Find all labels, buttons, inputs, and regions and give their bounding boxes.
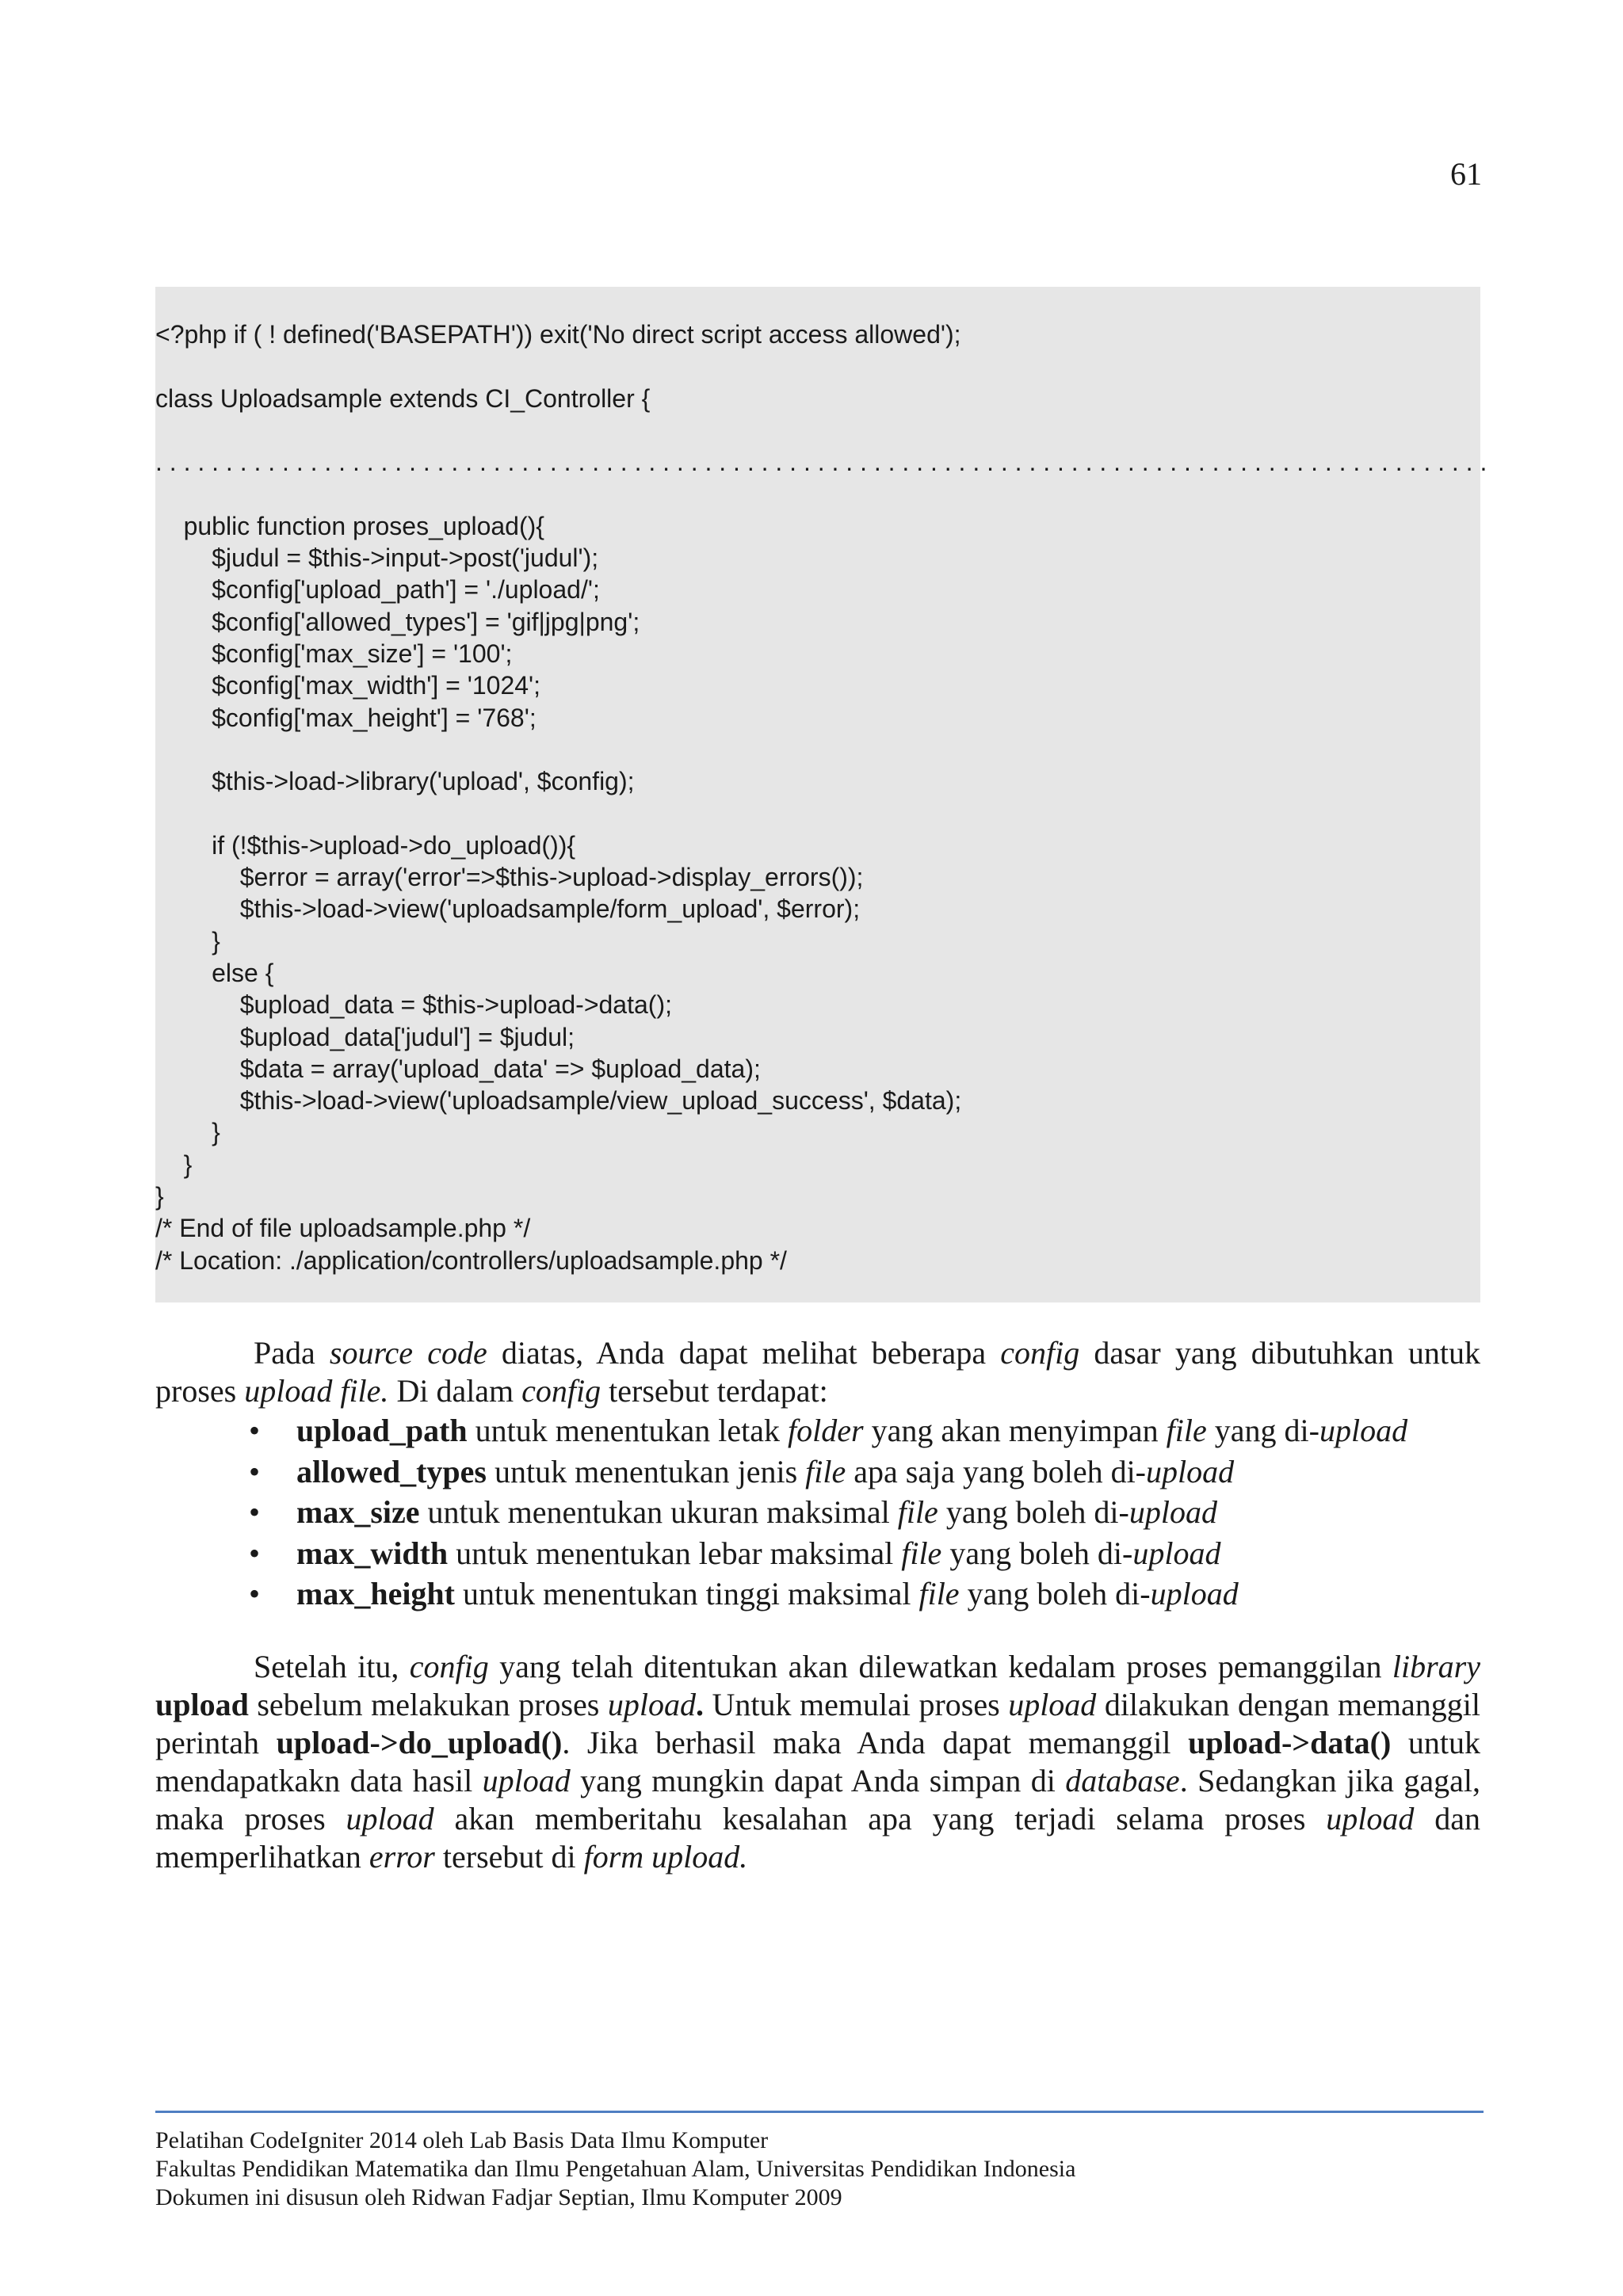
code-line: . . . . . . . . . . . . . . . . . . . . . . . . . . . . . . . . . . . . . . . . . . . . . . . . . . . . . . . . . . . . . . . . . . . . . . . . . . . . . . . . . . . . . . . . . . . . . . . [155,448,1487,477]
list-item: • max_width untuk menentukan lebar maksimal file yang boleh di-upload [155,1533,1480,1574]
code-line [155,478,1487,509]
config-list [155,1410,1480,1615]
code-line: $config['max_height'] = '768'; [155,703,537,732]
footer-line: Pelatihan CodeIgniter 2014 oleh Lab Basis Data Ilmu Komputer [155,2127,769,2153]
code-line: $this->load->view('uploadsample/view_upload_success', $data); [155,1086,962,1116]
code-block [155,287,1487,1302]
code-line: $error = array('error'=>$this->upload->display_errors()); [155,863,864,892]
code-line: $this->load->library('upload', $config); [155,767,635,796]
list-item: • max_size untuk menentukan ukuran maksimal file yang boleh di-upload [155,1492,1480,1533]
code-line [155,414,1487,446]
code-line: $config['upload_path'] = './upload/'; [155,575,600,605]
code-line: } [155,1150,193,1179]
list-item: • max_height untuk menentukan tinggi maksimal file yang boleh di-upload [155,1573,1480,1615]
code-line: <?php if ( ! defined('BASEPATH')) exit('No direct script access allowed'); [155,320,961,349]
footer-line: Dokumen ini disusun oleh Ridwan Fadjar Septian, Ilmu Komputer 2009 [155,2184,842,2210]
code-line [155,797,1487,829]
code-line: /* End of file uploadsample.php */ [155,1214,531,1243]
code-line: } [155,926,220,955]
code-line: public function proses_upload(){ [155,511,544,540]
code-line: $config['max_width'] = '1024'; [155,671,541,700]
paragraph-intro: Pada source code diatas, Anda dapat melihat beberapa config dasar yang dibutuhkan untuk proses upload file. Di dalam config tersebut terdapat: [155,1335,1481,1409]
list-item: • allowed_types untuk menentukan jenis file apa saja yang boleh di-upload [155,1451,1480,1493]
code-line: else { [155,958,274,987]
code-line: $upload_data = $this->upload->data(); [155,990,672,1020]
code-line: } [155,1182,164,1211]
code-line: $upload_data['judul'] = $judul; [155,1022,575,1051]
code-line: $this->load->view('uploadsample/form_upload', $error); [155,894,861,924]
footer-divider [155,2111,1484,2113]
page-number: 61 [1450,156,1482,192]
code-line: $data = array('upload_data' => $upload_data); [155,1054,761,1083]
code-line: class Uploadsample extends CI_Controller { [155,383,651,413]
code-line: } [155,1118,220,1147]
code-line: $config['max_size'] = '100'; [155,639,513,668]
code-line [155,350,1487,382]
bullet-icon: • [249,1576,261,1611]
bullet-icon: • [249,1413,261,1448]
code-line [155,734,1487,765]
code-line: $config['allowed_types'] = 'gif|jpg|png'; [155,607,640,636]
code-line: if (!$this->upload->do_upload()){ [155,830,576,860]
paragraph-explanation: Setelah itu, config yang telah ditentukan akan dilewatkan kedalam proses pemanggilan library upload sebelum melakukan proses upload. Untuk memulai proses upload dilakukan dengan memanggil perintah upload->do_upload(). Jika berhasil maka Anda dapat memanggil upload->data() untuk mendapatkakn data hasil upload yang mungkin dapat Anda simpan di database. Sedangkan jika gagal, maka proses upload akan memberitahu kesalahan apa yang terjadi selama proses upload dan memperlihatkan error tersebut di form upload. [155,1649,1481,1875]
list-item: • upload_path untuk menentukan letak folder yang akan menyimpan file yang di-upload [155,1410,1480,1451]
code-line: $judul = $this->input->post('judul'); [155,543,599,573]
footer [155,2126,1075,2212]
bullet-icon: • [249,1494,261,1530]
code-line: /* Location: ./application/controllers/uploadsample.php */ [155,1245,787,1275]
footer-line: Fakultas Pendidikan Matematika dan Ilmu Pengetahuan Alam, Universitas Pendidikan Indonesia [155,2156,1076,2182]
code-lines [155,318,1487,1276]
bullet-icon: • [249,1535,261,1571]
bullet-icon: • [249,1453,261,1489]
